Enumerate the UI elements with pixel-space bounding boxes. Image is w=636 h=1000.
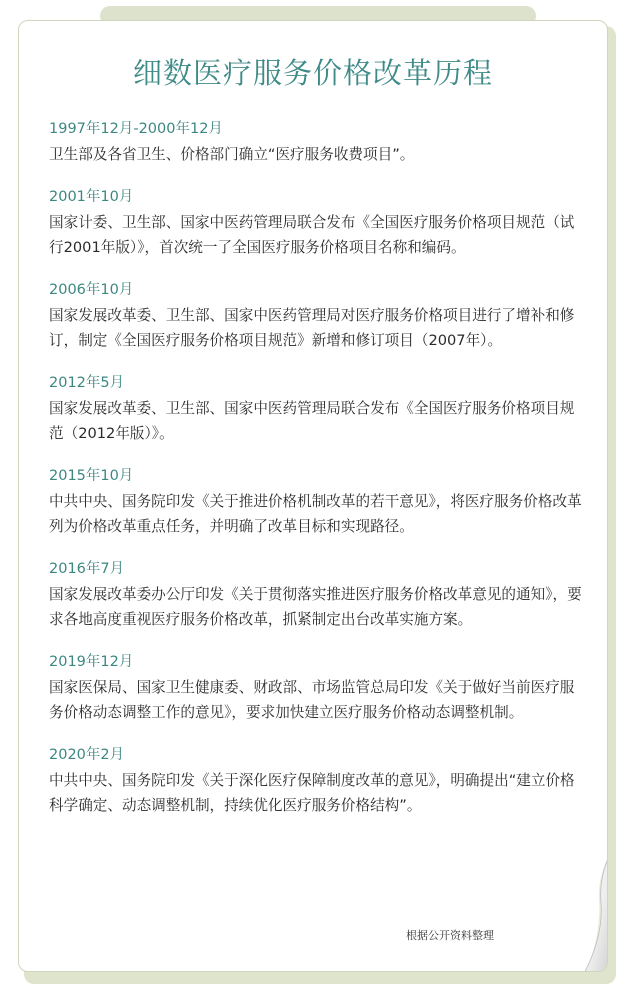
page-title: 细数医疗服务价格改革历程 [132,56,493,90]
entry-text: 国家发展改革委、卫生部、国家中医药管理局联合发布《全国医疗服务价格项目规范（2012年版）》。 [49,400,575,442]
page-curl-icon [579,851,608,972]
timeline-entry [49,187,585,260]
timeline-entry [49,745,585,818]
entry-date: 2001年10月 [49,189,134,205]
source-note: 根据公开资料整理 [406,929,494,942]
entry-date: 2019年12月 [49,654,134,670]
entry-text: 中共中央、国务院印发《关于深化医疗保障制度改革的意见》，明确提出“建立价格科学确定、动态调整机制，持续优化医疗服务价格结构”。 [49,772,575,814]
timeline-entry [49,373,585,446]
timeline-entry [49,466,585,539]
entry-date: 2006年10月 [49,282,134,298]
timeline-entry [49,280,585,353]
entry-date: 1997年12月-2000年12月 [49,121,223,137]
entry-text: 国家计委、卫生部、国家中医药管理局联合发布《全国医疗服务价格项目规范（试行2001年版）》，首次统一了全国医疗服务价格项目名称和编码。 [49,214,575,256]
entry-text: 国家发展改革委办公厅印发《关于贯彻落实推进医疗服务价格改革意见的通知》，要求各地高度重视医疗服务价格改革，抓紧制定出台改革实施方案。 [49,586,582,628]
entry-date: 2015年10月 [49,468,134,484]
timeline-entry [49,652,585,725]
entry-text: 卫生部及各省卫生、价格部门确立“医疗服务收费项目”。 [49,146,415,163]
timeline-card [18,20,608,972]
entry-text: 国家医保局、国家卫生健康委、财政部、市场监管总局印发《关于做好当前医疗服务价格动态调整工作的意见》，要求加快建立医疗服务价格动态调整机制。 [49,679,575,721]
timeline-list [49,119,585,838]
entry-date: 2020年2月 [49,747,125,763]
timeline-entry [49,559,585,632]
entry-text: 中共中央、国务院印发《关于推进价格机制改革的若干意见》，将医疗服务价格改革列为价格改革重点任务，并明确了改革目标和实现路径。 [49,493,582,535]
entry-date: 2012年5月 [49,375,125,391]
entry-text: 国家发展改革委、卫生部、国家中医药管理局对医疗服务价格项目进行了增补和修订，制定《全国医疗服务价格项目规范》新增和修订项目（2007年）。 [49,307,575,349]
entry-date: 2016年7月 [49,561,125,577]
timeline-entry [49,119,585,167]
